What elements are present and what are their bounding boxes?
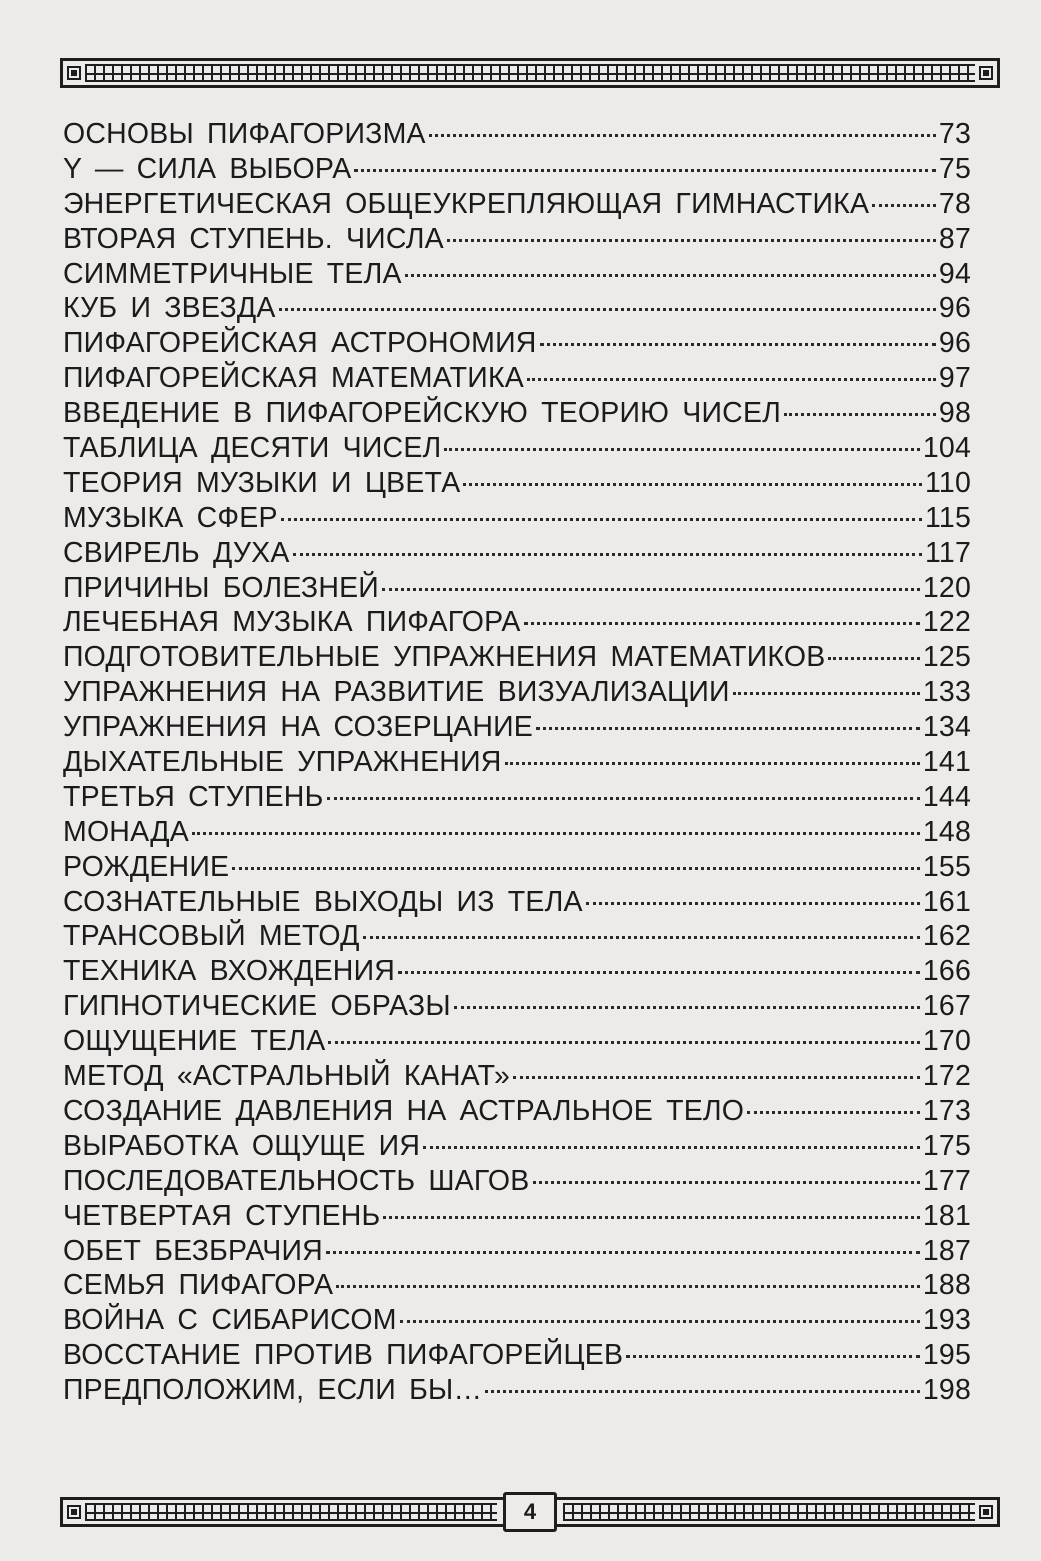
toc-entry (63, 258, 971, 293)
toc-entry (63, 606, 971, 641)
toc-entry-page: 170 (922, 1025, 971, 1058)
toc-entry (63, 537, 971, 572)
greek-key-pattern (563, 1503, 975, 1521)
toc-entry-title: ПРЕДПОЛОЖИМ, ЕСЛИ БЫ… (63, 1374, 483, 1407)
toc-entry (63, 572, 971, 607)
toc-entry (63, 1165, 971, 1200)
dot-leader (533, 1181, 920, 1184)
toc-entry-title: СЕМЬЯ ПИФАГОРА (63, 1269, 334, 1302)
toc-entry (63, 1339, 971, 1374)
toc-entry-page: 148 (922, 815, 971, 848)
toc-entry-page: 167 (922, 990, 971, 1023)
top-ornament-border (60, 58, 1000, 88)
toc-entry-title: ЭНЕРГЕТИЧЕСКАЯ ОБЩЕУКРЕПЛЯЮЩАЯ ГИМНАСТИКА (63, 187, 870, 220)
toc-entry-title: ВЫРАБОТКА ОЩУЩЕ ИЯ (63, 1129, 421, 1162)
toc-entry-page: 161 (922, 885, 971, 918)
dot-leader (527, 378, 936, 381)
dot-leader (363, 936, 920, 939)
toc-entry-page: 172 (922, 1060, 971, 1093)
toc-entry-title: СОЗДАНИЕ ДАВЛЕНИЯ НА АСТРАЛЬНОЕ ТЕЛО (63, 1094, 745, 1127)
toc-entry (63, 467, 971, 502)
toc-entry-page: 177 (922, 1164, 971, 1197)
toc-entry-page: 187 (922, 1234, 971, 1267)
dot-leader (192, 832, 920, 835)
toc-entry-title: Y — СИЛА ВЫБОРА (63, 152, 352, 185)
toc-entry-title: ВОЙНА С СИБАРИСОМ (63, 1304, 397, 1337)
dot-leader (505, 762, 920, 765)
toc-entry-page: 87 (938, 222, 971, 255)
left-corner-ornament (67, 66, 81, 80)
toc-entry (63, 990, 971, 1025)
toc-entry (63, 1235, 971, 1270)
right-corner-ornament (979, 66, 993, 80)
toc-entry-title: МОНАДА (63, 815, 189, 848)
toc-entry-page: 94 (938, 257, 971, 290)
dot-leader (293, 553, 922, 556)
toc-entry-page: 198 (922, 1374, 971, 1407)
dot-leader (382, 588, 920, 591)
toc-entry-page: 134 (922, 711, 971, 744)
toc-entry-page: 125 (922, 641, 971, 674)
toc-entry-title: ТАБЛИЦА ДЕСЯТИ ЧИСЕЛ (63, 432, 442, 465)
dot-leader (400, 1320, 920, 1323)
bottom-ornament-border (60, 1497, 1000, 1527)
dot-leader (586, 902, 920, 905)
table-of-contents (63, 118, 971, 1409)
toc-entry-page: 173 (922, 1094, 971, 1127)
toc-entry (63, 223, 971, 258)
dot-leader (383, 1216, 919, 1219)
toc-entry-title: ПИФАГОРЕЙСКАЯ АСТРОНОМИЯ (63, 327, 537, 360)
dot-leader (279, 308, 936, 311)
toc-entry-title: УПРАЖНЕНИЯ НА РАЗВИТИЕ ВИЗУАЛИЗАЦИИ (63, 676, 730, 709)
dot-leader (540, 343, 936, 346)
toc-entry-title: ТЕОРИЯ МУЗЫКИ И ЦВЕТА (63, 466, 461, 499)
dot-leader (463, 483, 922, 486)
dot-leader (405, 274, 936, 277)
toc-entry-title: ПИФАГОРЕЙСКАЯ МАТЕМАТИКА (63, 362, 524, 395)
toc-entry (63, 153, 971, 188)
toc-entry-title: ПРИЧИНЫ БОЛЕЗНЕЙ (63, 571, 379, 604)
toc-entry (63, 1269, 971, 1304)
toc-entry-title: МУЗЫКА СФЕР (63, 501, 278, 534)
toc-entry-title: ТРЕТЬЯ СТУПЕНЬ (63, 780, 324, 813)
toc-entry-page: 175 (922, 1129, 971, 1162)
dot-leader (828, 657, 919, 660)
toc-entry-page: 73 (938, 118, 971, 150)
toc-entry-title: ОЩУЩЕНИЕ ТЕЛА (63, 1025, 326, 1058)
toc-entry (63, 118, 971, 153)
toc-entry-title: КУБ И ЗВЕЗДА (63, 292, 276, 325)
toc-entry-page: 117 (924, 536, 971, 569)
toc-entry (63, 746, 971, 781)
toc-entry-page: 162 (922, 920, 971, 953)
dot-leader (354, 169, 935, 172)
toc-entry-page: 133 (922, 676, 971, 709)
dot-leader (398, 971, 920, 974)
toc-entry (63, 292, 971, 327)
dot-leader (232, 867, 920, 870)
toc-entry-title: ТРАНСОВЫЙ МЕТОД (63, 920, 360, 953)
toc-entry-page: 166 (922, 955, 971, 988)
toc-entry-title: РОЖДЕНИЕ (63, 850, 230, 883)
dot-leader (281, 518, 922, 521)
dot-leader (784, 413, 936, 416)
toc-entry-title: ВВЕДЕНИЕ В ПИФАГОРЕЙСКУЮ ТЕОРИЮ ЧИСЕЛ (63, 397, 782, 430)
toc-entry-page: 195 (922, 1339, 971, 1372)
dot-leader (328, 1041, 919, 1044)
toc-entry-page: 110 (924, 466, 971, 499)
right-corner-ornament (979, 1505, 993, 1519)
toc-entry (63, 816, 971, 851)
dot-leader (626, 1355, 920, 1358)
toc-entry-title: ПОСЛЕДОВАТЕЛЬНОСТЬ ШАГОВ (63, 1164, 530, 1197)
toc-entry (63, 851, 971, 886)
dot-leader (485, 1390, 920, 1393)
toc-entry (63, 920, 971, 955)
dot-leader (336, 1285, 920, 1288)
toc-entry (63, 432, 971, 467)
toc-entry-title: ДЫХАТЕЛЬНЫЕ УПРАЖНЕНИЯ (63, 746, 502, 779)
toc-entry-title: ВТОРАЯ СТУПЕНЬ. ЧИСЛА (63, 222, 444, 255)
toc-entry (63, 641, 971, 676)
dot-leader (872, 204, 936, 207)
greek-key-pattern (85, 1503, 497, 1521)
toc-entry-title: МЕТОД «АСТРАЛЬНЫЙ КАНАТ» (63, 1060, 511, 1093)
toc-entry-title: ЧЕТВЕРТАЯ СТУПЕНЬ (63, 1199, 381, 1232)
toc-entry-title: СОЗНАТЕЛЬНЫЕ ВЫХОДЫ ИЗ ТЕЛА (63, 885, 583, 918)
toc-entry-title: ОБЕТ БЕЗБРАЧИЯ (63, 1234, 323, 1267)
dot-leader (429, 134, 936, 137)
dot-leader (444, 448, 919, 451)
greek-key-pattern (85, 64, 975, 82)
toc-entry-title: СИММЕТРИЧНЫЕ ТЕЛА (63, 257, 402, 290)
dot-leader (513, 1076, 920, 1079)
dot-leader (447, 239, 936, 242)
toc-entry (63, 955, 971, 990)
toc-entry-page: 122 (922, 606, 971, 639)
toc-entry-page: 96 (938, 327, 971, 360)
toc-entry-page: 75 (938, 152, 971, 185)
toc-entry-page: 193 (922, 1304, 971, 1337)
dot-leader (747, 1111, 920, 1114)
toc-entry (63, 1130, 971, 1165)
dot-leader (524, 622, 920, 625)
toc-entry-title: ГИПНОТИЧЕСКИЕ ОБРАЗЫ (63, 990, 451, 1023)
toc-entry-title: УПРАЖНЕНИЯ НА СОЗЕРЦАНИЕ (63, 711, 534, 744)
dot-leader (326, 1251, 920, 1254)
dot-leader (733, 692, 920, 695)
toc-entry-page: 144 (922, 780, 971, 813)
toc-entry (63, 327, 971, 362)
toc-entry-page: 141 (922, 746, 971, 779)
toc-entry-page: 115 (924, 501, 971, 534)
dot-leader (454, 1006, 920, 1009)
toc-entry (63, 397, 971, 432)
toc-entry (63, 188, 971, 223)
toc-entry-page: 155 (922, 850, 971, 883)
toc-entry-page: 96 (938, 292, 971, 325)
toc-entry-title: СВИРЕЛЬ ДУХА (63, 536, 290, 569)
toc-entry (63, 711, 971, 746)
toc-entry-title: ПОДГОТОВИТЕЛЬНЫЕ УПРАЖНЕНИЯ МАТЕМАТИКОВ (63, 641, 826, 674)
toc-entry (63, 1025, 971, 1060)
toc-entry (63, 1200, 971, 1235)
toc-entry-title: ОСНОВЫ ПИФАГОРИЗМА (63, 118, 426, 150)
page-number: 4 (503, 1492, 557, 1532)
toc-entry (63, 886, 971, 921)
toc-entry (63, 362, 971, 397)
toc-entry-title: ЛЕЧЕБНАЯ МУЗЫКА ПИФАГОРА (63, 606, 521, 639)
toc-entry-page: 98 (938, 397, 971, 430)
toc-entry (63, 502, 971, 537)
toc-entry-title: ТЕХНИКА ВХОЖДЕНИЯ (63, 955, 396, 988)
left-corner-ornament (67, 1505, 81, 1519)
toc-entry-title: ВОССТАНИЕ ПРОТИВ ПИФАГОРЕЙЦЕВ (63, 1339, 624, 1372)
dot-leader (327, 797, 920, 800)
toc-entry-page: 104 (922, 432, 971, 465)
toc-entry-page: 120 (922, 571, 971, 604)
toc-entry (63, 1060, 971, 1095)
toc-entry (63, 1095, 971, 1130)
dot-leader (423, 1146, 920, 1149)
toc-entry (63, 1304, 971, 1339)
toc-entry-page: 78 (938, 187, 971, 220)
toc-entry (63, 1374, 971, 1409)
toc-entry-page: 181 (922, 1199, 971, 1232)
toc-entry-page: 188 (922, 1269, 971, 1302)
toc-entry (63, 781, 971, 816)
dot-leader (536, 727, 920, 730)
toc-entry-page: 97 (938, 362, 971, 395)
toc-entry (63, 676, 971, 711)
